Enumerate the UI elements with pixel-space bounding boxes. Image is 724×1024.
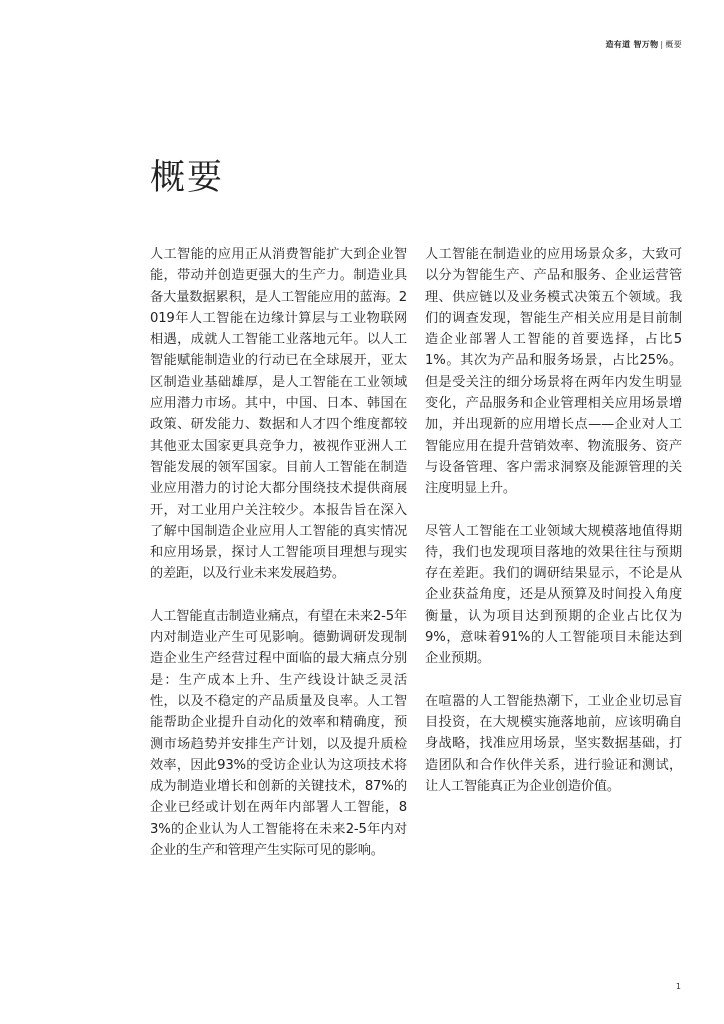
header-brand: 造有道 智万物 [605, 40, 659, 49]
right-column [425, 244, 682, 818]
left-paragraph-2: 人工智能直击制造业痛点，有望在未来2-5年内对制造业产生可见影响。德勤调研发现制造企业生产经营过程中面临的最大痛点分别是：生产成本上升、生产线设计缺乏灵活性，以及不稳定的产品质量及良率。人工智能帮助企业提升自动化的效率和精确度，预测市场趋势并安排生产计划，以及提升质检效率，因此93%的受访企业认为这项技术将成为制造业增长和创新的关键技术，87%的企业已经或计划在两年内部署人工智能，83%的企业认为人工智能将在未来2-5年内对企业的生产和管理产生实际可见的影响。 [150, 608, 407, 859]
right-paragraph-2: 尽管人工智能在工业领域大规模落地值得期待，我们也发现项目落地的效果往往与预期存在差距。我们的调研结果显示，不论是从企业获益角度，还是从预算及时间投入角度衡量，认为项目达到预期的企业占比仅为9%，意味着91%的人工智能项目未能达到企业预期。 [425, 523, 682, 667]
right-paragraph-3: 在喧嚣的人工智能热潮下，工业企业切忌盲目投资，在大规模实施落地前，应该明确自身战略，找准应用场景，坚实数据基础，打造团队和合作伙伴关系，进行验证和测试，让人工智能真正为企业创造价值。 [425, 693, 682, 794]
running-header [606, 39, 683, 50]
page-title: 概要 [150, 158, 225, 198]
page-number: 1 [675, 982, 681, 991]
left-column [150, 244, 407, 882]
left-paragraph-1: 人工智能的应用正从消费智能扩大到企业智能，带动并创造更强大的生产力。制造业具备大量数据累积，是人工智能应用的蓝海。2019年人工智能在边缘计算层与工业物联网相遇，成就人工智能工业落地元年。以人工智能赋能制造业的行动已在全球展开，亚太区制造业基础雄厚，是人工智能在工业领域应用潜力市场。其中，中国、日本、韩国在政策、研发能力、数据和人才四个维度都较其他亚太国家更具竞争力，被视作亚洲人工智能发展的领军国家。目前人工智能在制造业应用潜力的讨论大都分围绕技术提供商展开，对工业用户关注较少。本报告旨在深入了解中国制造企业应用人工智能的真实情况和应用场景，探讨人工智能项目理想与现实的差距，以及行业未来发展趋势。 [150, 247, 407, 582]
header-section: 概要 [665, 40, 682, 49]
header-separator: | [660, 40, 664, 49]
right-paragraph-1: 人工智能在制造业的应用场景众多，大致可以分为智能生产、产品和服务、企业运营管理、供应链以及业务模式决策五个领域。我们的调查发现，智能生产相关应用是目前制造企业部署人工智能的首要选择，占比51%。其次为产品和服务场景，占比25%。但是受关注的细分场景将在两年内发生明显变化，产品服务和企业管理相关应用场景增加，并出现新的应用增长点——企业对人工智能应用在提升营销效率、物流服务、资产与设备管理、客户需求洞察及能源管理的关注度明显上升。 [425, 247, 682, 497]
